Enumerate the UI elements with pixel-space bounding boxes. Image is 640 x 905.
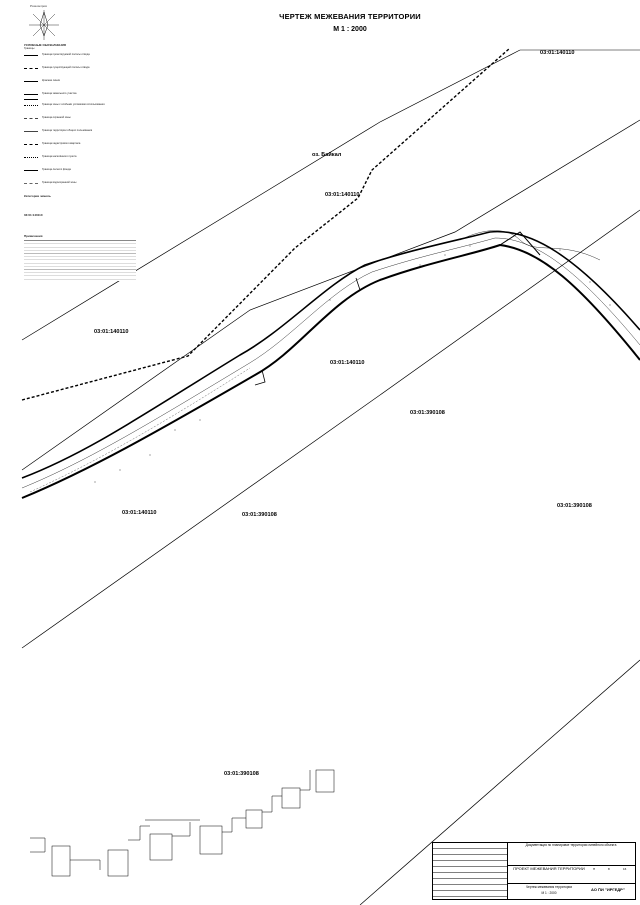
project-title: Документация по планировке территории линейного объекта [525, 843, 617, 847]
legend-label: Граница зоны с особыми условиями использования [42, 103, 105, 107]
legend-item [24, 168, 134, 178]
parcel-label[interactable]: 03:01:390108 [557, 503, 592, 509]
legend-label: Граница населённого пункта [42, 155, 77, 159]
legend-label: Граница охранной зоны [42, 116, 71, 120]
legend-symbol [24, 105, 38, 113]
legend-symbol [24, 68, 38, 76]
legend-symbol [24, 157, 38, 165]
legend-symbol [24, 183, 38, 191]
legend-item [24, 181, 134, 191]
legend-symbol [24, 131, 38, 139]
legend-label: Граница земельного участка [42, 92, 77, 96]
legend-symbol [24, 144, 38, 152]
map-scale: М 1 : 2000 [333, 26, 367, 33]
legend-item [24, 155, 134, 165]
legend-symbol [24, 55, 38, 63]
legend-label: Граница водоохранной зоны [42, 181, 77, 185]
title-block [432, 842, 636, 900]
legend-label: Красная линия [42, 79, 60, 83]
legend-subheading: Границы [24, 47, 35, 51]
map-title: ЧЕРТЕЖ МЕЖЕВАНИЯ ТЕРРИТОРИИ [279, 12, 421, 21]
legend-label: Граница лесного фонда [42, 168, 71, 172]
lake-label: оз. Байкал [312, 152, 342, 158]
drawing-name: Чертеж межевания территории [525, 885, 573, 889]
legend-item [24, 129, 134, 139]
legend-item [24, 116, 134, 126]
sheet-number: 8 [608, 867, 610, 871]
legend-symbol [24, 118, 38, 126]
legend-item [24, 142, 134, 152]
drawing-scale: М 1 : 2000 [541, 891, 557, 895]
legend-item [24, 103, 134, 113]
legend-symbol [24, 170, 38, 178]
sheet-title: ПРОЕКТ МЕЖЕВАНИЯ ТЕРРИТОРИИ [513, 866, 585, 871]
compass-rose [29, 10, 59, 40]
organization: АО ПИ "ИРГЕДР" [591, 887, 625, 892]
legend-item [24, 92, 134, 100]
parcel-label[interactable]: 03:01:390108 [224, 771, 259, 777]
legend-item [24, 79, 134, 89]
notes-heading: Примечания [24, 234, 43, 239]
parcel-label[interactable]: 03:01:140110 [540, 50, 575, 56]
parcel-inset [30, 770, 334, 876]
parcel-label[interactable]: 03:01:390108 [242, 512, 277, 518]
legend-item [24, 66, 134, 76]
legend-symbol [24, 81, 38, 89]
parcel-label[interactable]: 03:01:140110 [94, 329, 129, 335]
revision-table [433, 843, 508, 899]
quarter-note: 03:01:140110 [24, 213, 43, 217]
legend-label: Граница территории общего пользования [42, 129, 93, 133]
parcel-label[interactable]: 03:01:390108 [410, 410, 445, 416]
legend-heading: УСЛОВНЫЕ ОБОЗНАЧЕНИЯ [24, 43, 66, 47]
legend-label: Граница существующей полосы отвода [42, 66, 90, 70]
legend-label: Граница кадастрового квартала [42, 142, 81, 146]
notes-block [24, 214, 136, 281]
legend-item [24, 53, 134, 63]
notes-text [24, 240, 136, 281]
parcel-label[interactable]: 03:01:140110 [330, 360, 365, 366]
compass-label: Роза ветров [30, 4, 47, 8]
parcel-label[interactable]: 03:01:140110 [325, 192, 360, 198]
legend [24, 44, 134, 199]
legend-label: Граница проектируемой полосы отвода [42, 53, 90, 57]
legend-symbol [24, 94, 38, 100]
legend-section: Категории земель [24, 194, 51, 199]
parcel-label[interactable]: 03:01:140110 [122, 510, 157, 516]
stage: П [593, 867, 596, 871]
sheet-count: 16 [623, 867, 627, 871]
